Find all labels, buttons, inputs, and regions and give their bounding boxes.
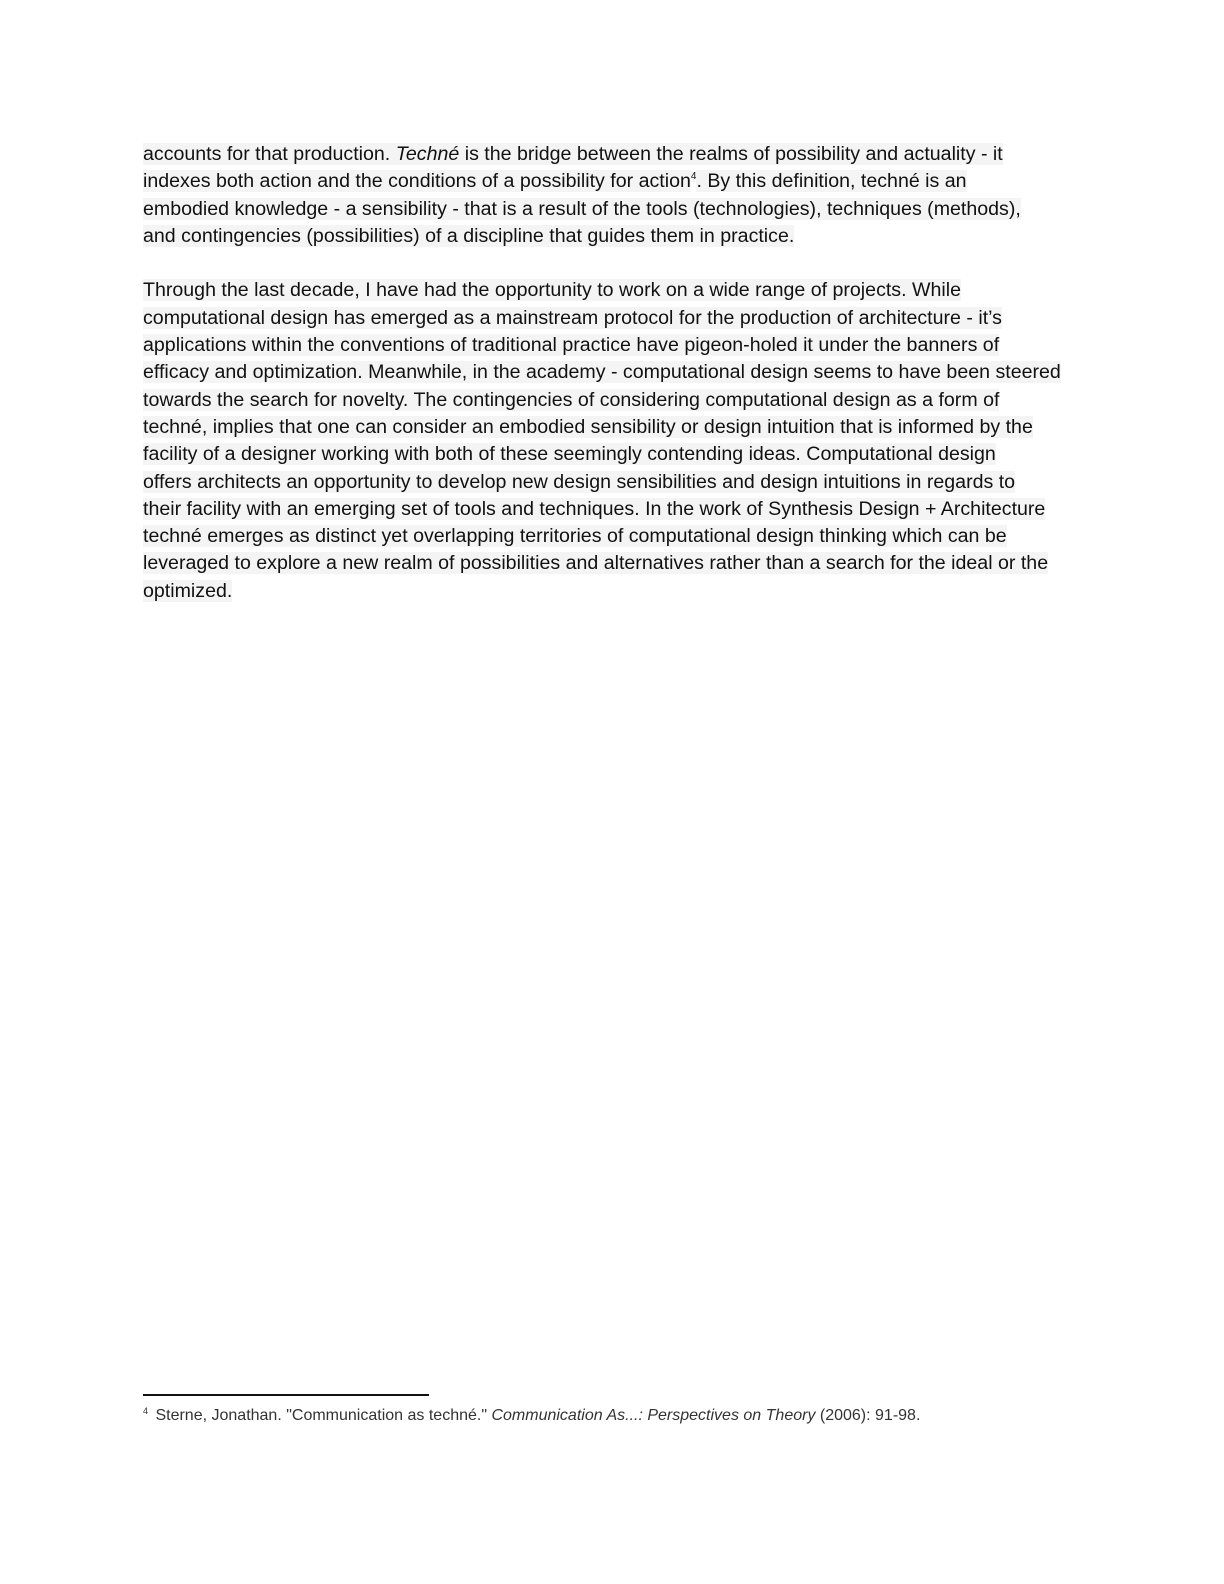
footnote-text: (2006): 91-98. (815, 1407, 921, 1424)
paragraph-2-line (143, 332, 1083, 359)
text-run: Through the last decade, I have had the opportunity to work on a wide range of projects. While (143, 279, 961, 302)
paragraph-2-line (143, 441, 1083, 468)
text-run: is the bridge between the realms of possibility and actuality - it (459, 143, 1003, 165)
text-run: facility of a designer working with both of these seemingly contending ideas. Computational design (143, 443, 996, 466)
paragraph-2-line (143, 496, 1083, 523)
footnote-source-title: Communication As...: Perspectives on Theory (491, 1407, 816, 1424)
paragraph-2-line (143, 277, 1083, 304)
paragraph-2-line (143, 387, 1083, 414)
paragraph-2-line (143, 414, 1083, 441)
text-run: techné emerges as distinct yet overlapping territories of computational design thinking which can be (143, 525, 1007, 548)
paragraph-1-line-4 (143, 223, 1083, 250)
footnote (143, 1405, 1143, 1427)
text-run: and contingencies (possibilities) of a discipline that guides them in practice. (143, 224, 795, 247)
paragraph-1-line-2 (143, 168, 1083, 195)
text-run: . By this definition, techné is an (696, 170, 967, 193)
italic-term: Techné (395, 143, 460, 165)
paragraph-2-line (143, 578, 1083, 605)
text-run: their facility with an emerging set of tools and techniques. In the work of Synthesis Design + Architecture (143, 497, 1046, 520)
text-run: embodied knowledge - a sensibility - that is a result of the tools (technologies), techniques (methods), (143, 197, 1021, 220)
footnote-text: Sterne, Jonathan. "Communication as techné." (151, 1407, 492, 1424)
paragraph-2-line (143, 550, 1083, 577)
text-run: applications within the conventions of traditional practice have pigeon-holed it under the banners of (143, 334, 1000, 357)
paragraph-2-line (143, 305, 1083, 332)
text-run: accounts for that production. (143, 143, 396, 165)
text-run: indexes both action and the conditions of a possibility for action (143, 170, 691, 193)
footnote-reference[interactable]: 4 (690, 171, 697, 183)
paragraph-2-line (143, 523, 1083, 550)
footnote-number: 4 (143, 1406, 149, 1416)
paragraph-2-line (143, 359, 1083, 386)
paragraph-1-line-3 (143, 196, 1083, 223)
paragraph-1 (143, 141, 1083, 250)
paragraph-2-line (143, 469, 1083, 496)
text-run: offers architects an opportunity to develop new design sensibilities and design intuitions in regards to (143, 470, 1016, 493)
text-run: techné, implies that one can consider an embodied sensibility or design intuition that is informed by the (143, 415, 1033, 438)
text-run: computational design has emerged as a mainstream protocol for the production of architecture - it’s (143, 306, 1002, 329)
text-run: efficacy and optimization. Meanwhile, in the academy - computational design seems to have been steered (143, 361, 1061, 384)
text-run: towards the search for novelty. The contingencies of considering computational design as a form of (143, 388, 1000, 411)
text-run: optimized. (143, 579, 233, 602)
body-text (143, 141, 1083, 605)
paragraph-1-line-1 (143, 141, 1083, 168)
paragraph-2 (143, 277, 1083, 605)
text-run: leveraged to explore a new realm of possibilities and alternatives rather than a search for the ideal or the (143, 552, 1049, 575)
footnote-separator (143, 1394, 429, 1396)
